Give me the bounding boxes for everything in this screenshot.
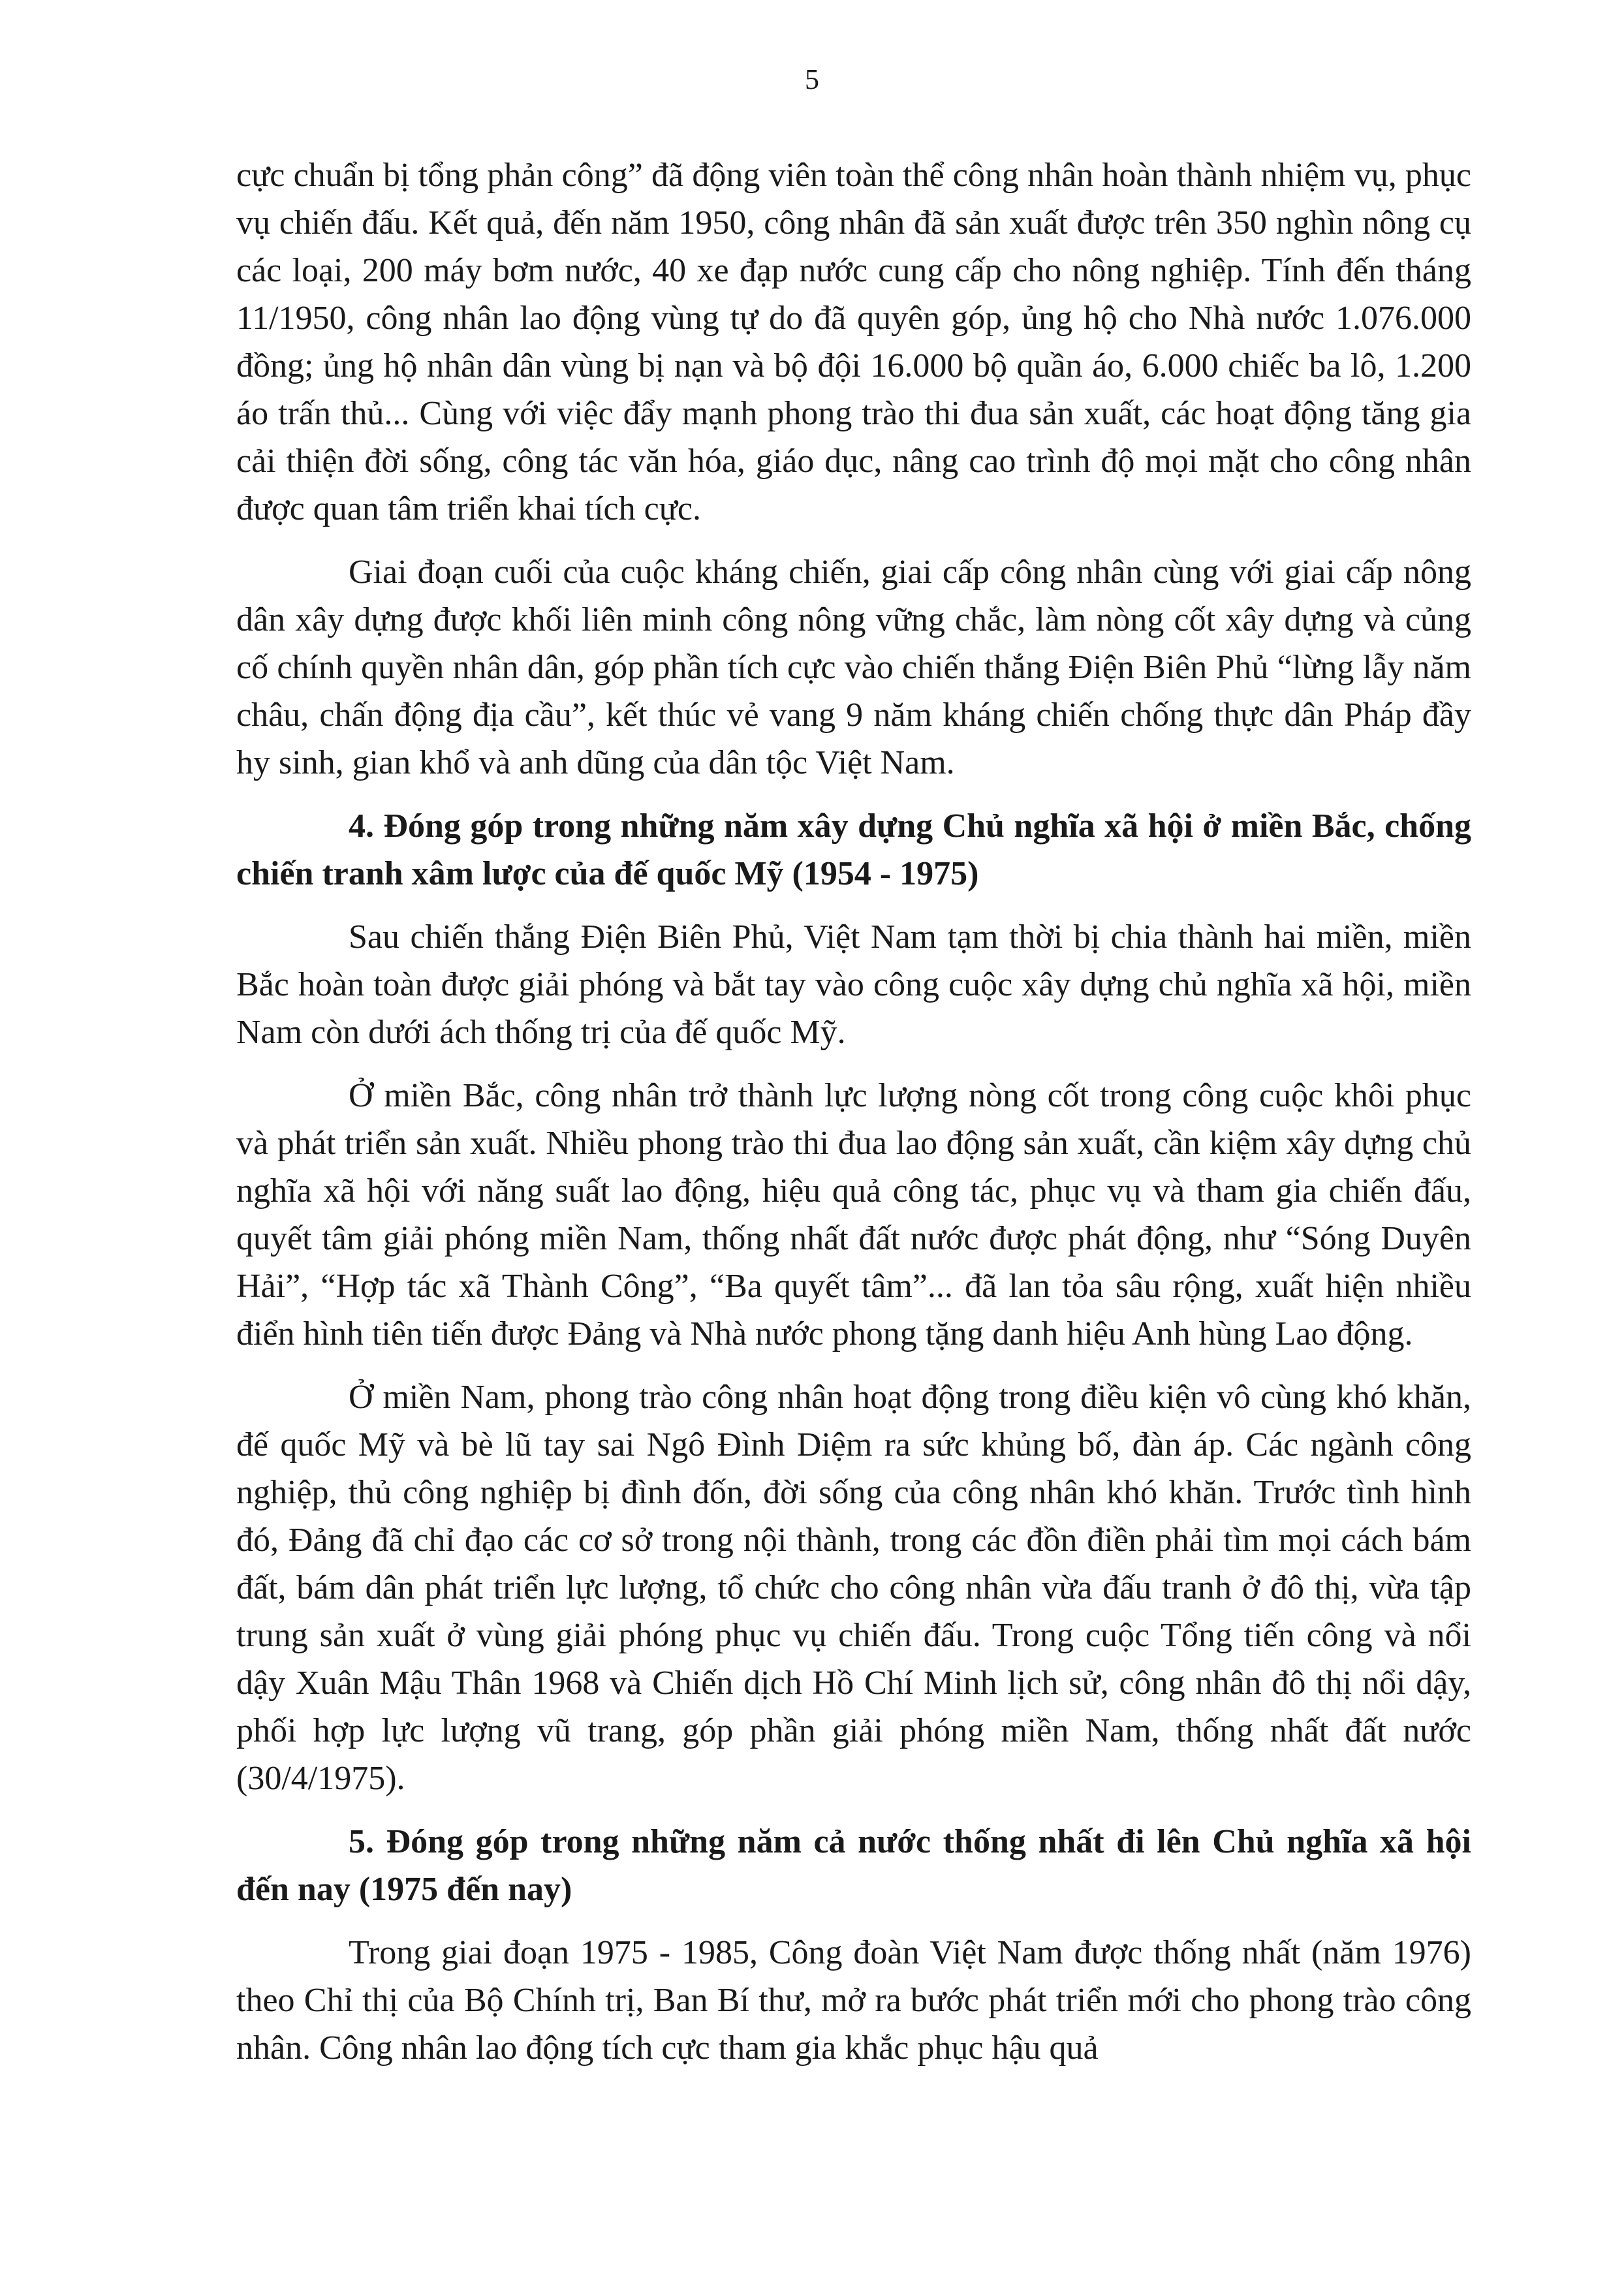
paragraph: Ở miền Nam, phong trào công nhân hoạt động trong điều kiện vô cùng khó khăn, đế quốc Mỹ và bè lũ tay sai Ngô Đình Diệm ra sức khủng bố, đàn áp. Các ngành công nghiệp, thủ công nghiệp bị đình đốn, đời sống của công nhân khó khăn. Trước tình hình đó, Đảng đã chỉ đạo các cơ sở trong nội thành, trong các đồn điền phải tìm mọi cách bám đất, bám dân phát triển lực lượng, tổ chức cho công nhân vừa đấu tranh ở đô thị, vừa tập trung sản xuất ở vùng giải phóng phục vụ chiến đấu. Trong cuộc Tổng tiến công và nổi dậy Xuân Mậu Thân 1968 và Chiến dịch Hồ Chí Minh lịch sử, công nhân đô thị nổi dậy, phối hợp lực lượng vũ trang, góp phần giải phóng miền Nam, thống nhất đất nước (30/4/1975). bbox=[236, 1379, 1471, 1797]
paragraph: Sau chiến thắng Điện Biên Phủ, Việt Nam tạm thời bị chia thành hai miền, miền Bắc hoàn toàn được giải phóng và bắt tay vào công cuộc xây dựng chủ nghĩa xã hội, miền Nam còn dưới ách thống trị của đế quốc Mỹ. bbox=[236, 918, 1471, 1051]
section-heading: 5. Đóng góp trong những năm cả nước thống nhất đi lên Chủ nghĩa xã hội đến nay (1975 đến nay) bbox=[236, 1823, 1471, 1908]
paragraph: Trong giai đoạn 1975 - 1985, Công đoàn Việt Nam được thống nhất (năm 1976) theo Chỉ thị của Bộ Chính trị, Ban Bí thư, mở ra bước phát triển mới cho phong trào công nhân. Công nhân lao động tích cực tham gia khắc phục hậu quả bbox=[236, 1934, 1471, 2067]
paragraph: Giai đoạn cuối của cuộc kháng chiến, giai cấp công nhân cùng với giai cấp nông dân xây dựng được khối liên minh công nông vững chắc, làm nòng cốt xây dựng và củng cố chính quyền nhân dân, góp phần tích cực vào chiến thắng Điện Biên Phủ “lừng lẫy năm châu, chấn động địa cầu”, kết thúc vẻ vang 9 năm kháng chiến chống thực dân Pháp đầy hy sinh, gian khổ và anh dũng của dân tộc Việt Nam. bbox=[236, 554, 1471, 781]
document-body bbox=[236, 151, 1471, 2087]
section-heading: 4. Đóng góp trong những năm xây dựng Chủ nghĩa xã hội ở miền Bắc, chống chiến tranh xâm lược của đế quốc Mỹ (1954 - 1975) bbox=[236, 807, 1471, 892]
paragraph: Ở miền Bắc, công nhân trở thành lực lượng nòng cốt trong công cuộc khôi phục và phát triển sản xuất. Nhiều phong trào thi đua lao động sản xuất, cần kiệm xây dựng chủ nghĩa xã hội với năng suất lao động, hiệu quả công tác, phục vụ và tham gia chiến đấu, quyết tâm giải phóng miền Nam, thống nhất đất nước được phát động, như “Sóng Duyên Hải”, “Hợp tác xã Thành Công”, “Ba quyết tâm”... đã lan tỏa sâu rộng, xuất hiện nhiều điển hình tiên tiến được Đảng và Nhà nước phong tặng danh hiệu Anh hùng Lao động. bbox=[236, 1077, 1471, 1352]
page-number: 5 bbox=[805, 63, 819, 95]
paragraph: cực chuẩn bị tổng phản công” đã động viên toàn thể công nhân hoàn thành nhiệm vụ, phục vụ chiến đấu. Kết quả, đến năm 1950, công nhân đã sản xuất được trên 350 nghìn nông cụ các loại, 200 máy bơm nước, 40 xe đạp nước cung cấp cho nông nghiệp. Tính đến tháng 11/1950, công nhân lao động vùng tự do đã quyên góp, ủng hộ cho Nhà nước 1.076.000 đồng; ủng hộ nhân dân vùng bị nạn và bộ đội 16.000 bộ quần áo, 6.000 chiếc ba lô, 1.200 áo trấn thủ... Cùng với việc đẩy mạnh phong trào thi đua sản xuất, các hoạt động tăng gia cải thiện đời sống, công tác văn hóa, giáo dục, nâng cao trình độ mọi mặt cho công nhân được quan tâm triển khai tích cực. bbox=[236, 157, 1471, 527]
